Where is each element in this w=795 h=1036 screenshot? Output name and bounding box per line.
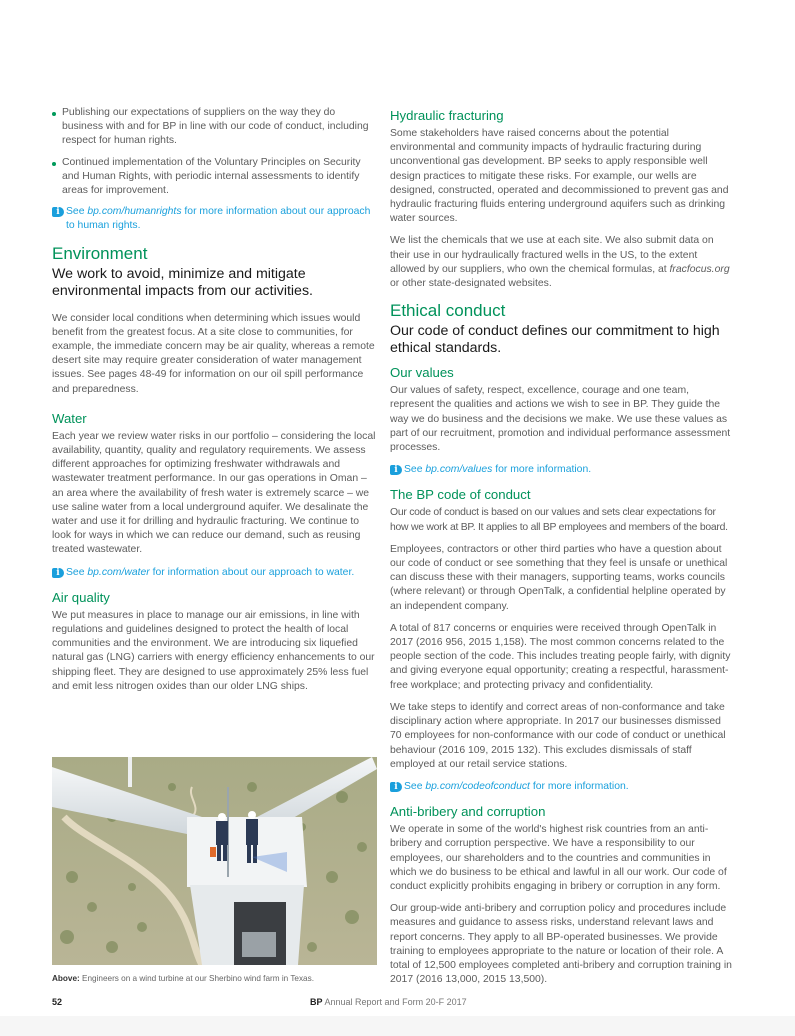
link-codeofconduct[interactable]: bp.com/codeofconduct <box>425 780 530 792</box>
footer-brand: BP <box>310 997 323 1007</box>
code-body-3: A total of 817 concerns or enquiries were received through OpenTalk in 2017 (2016 956, 2015 1,158). The most common concerns related to the people section of the code. This includes treating people fairly, with dignity and giving everyone equal opportunity; creating a respectful, harassment-free workplace; and protecting privacy and confidentiality. <box>390 622 731 691</box>
photo-caption <box>52 974 314 983</box>
ethical-lead: Our code of conduct defines our commitment to high ethical standards. <box>390 323 720 357</box>
environment-body: We consider local conditions when determining which issues would benefit from the greatest focus. At a site close to communities, for example, the immediate concern may be air quality, whereas a remote desert site may require greater consideration of water management issues. See pages 48-49 for information on our oil spill performance and preparedness. <box>52 312 375 395</box>
info-suffix: for more information. <box>492 464 592 476</box>
link-values[interactable]: bp.com/values <box>425 464 493 476</box>
caption-label: Above: <box>52 974 80 983</box>
info-suffix: for more information about our approach to human rights. <box>66 206 371 232</box>
antibribery-heading: Anti-bribery and corruption <box>390 804 546 820</box>
info-note-values <box>390 463 734 477</box>
code-body-4: We take steps to identify and correct areas of non-conformance and take disciplinary action where appropriate. In 2017 our businesses dismissed 70 employees for non-conformance with our code of conduct or unethical behaviour (2016 109, 2015 132). This excludes dismissals of staff employed at our retail service stations. <box>390 701 726 770</box>
page-number: 52 <box>52 997 63 1007</box>
info-prefix: See <box>66 206 88 218</box>
hydraulic-heading: Hydraulic fracturing <box>390 108 504 123</box>
caption-text: Engineers on a wind turbine at our Sherbino wind farm in Texas. <box>79 974 314 983</box>
bullet-text: Continued implementation of the Voluntary Principles on Security and Human Rights, with periodic internal assessments to identify areas for improvement. <box>62 156 361 197</box>
info-suffix: for information about our approach to water. <box>149 566 355 578</box>
info-icon: i <box>52 207 64 217</box>
info-suffix: for more information. <box>529 780 629 792</box>
info-note-humanrights <box>52 205 378 233</box>
values-heading: Our values <box>390 365 454 381</box>
link-water[interactable]: bp.com/water <box>87 566 150 578</box>
info-icon: i <box>390 782 402 792</box>
info-prefix: See <box>66 566 88 578</box>
environment-lead: We work to avoid, minimize and mitigate environmental impacts from our activities. <box>52 265 313 299</box>
link-fracfocus[interactable]: fracfocus.org <box>669 263 730 275</box>
page-bottom-band <box>0 1016 795 1036</box>
bullet-dot-icon <box>52 112 56 116</box>
code-body-1: Our code of conduct is based on our values and sets clear expectations for how we work at BP. It applies to all BP employees and members of the board. <box>390 507 728 533</box>
air-quality-heading: Air quality <box>52 589 110 605</box>
hydraulic-body-2 <box>390 234 734 291</box>
water-body: Each year we review water risks in our portfolio – considering the local availability, quantity, quality and regulatory requirements. We assess different approaches for optimizing freshwater withdrawals and wastewater treatment performance. In our gas operations in Oman – an area where the availability of fresh water is extremely scarce – we use saline water from a local underground aquifer. We desalinate the water and use it for drilling and hydraulic fracturing. We continue to look for ways in which we can reduce our demand, such as reusing treated wastewater. <box>52 430 376 556</box>
water-heading: Water <box>52 410 87 426</box>
bullet-text: Publishing our expectations of suppliers on the way they do business with and for BP in line with our code of conduct, including respect for human rights. <box>62 107 369 147</box>
human-rights-bullet-list <box>52 106 378 198</box>
bullet-dot-icon <box>52 162 56 166</box>
footer-report-title: Annual Report and Form 20-F 2017 <box>322 997 467 1007</box>
wind-turbine-photo <box>52 757 377 965</box>
right-column <box>390 108 734 995</box>
bullet-item <box>52 156 378 199</box>
info-prefix: See <box>404 780 426 792</box>
bullet-item <box>52 106 378 149</box>
antibribery-body-1: We operate in some of the world's highest risk countries from an anti-bribery and corruption perspective. We have a responsibility to our employees, our shareholders and to the countries and communities in which we do business to be ethical and lawful in all our work. Our code of conduct explicitly prohibits engaging in bribery or corruption in any form. <box>390 824 727 892</box>
antibribery-body-2: Our group-wide anti-bribery and corruption policy and procedures include measures and guidance to assess risks, understand relevant laws and report concerns. They apply to all BP-operated businesses. We provide training to employees appropriate to the nature or location of their role. A total of 12,500 employees completed anti-bribery and corruption training in 2017 (2016 13,000, 2015 13,500). <box>390 903 732 986</box>
left-column <box>52 106 378 702</box>
footer-title <box>310 997 467 1007</box>
air-quality-body: We put measures in place to manage our air emissions, in line with regulations and guidelines designed to protect the health of local communities and the environment. We are introducing six liquefied natural gas (LNG) carriers with energy efficiency enhancements to our shipping fleet. They are designed to use approximately 25% less fuel and emit less nitrogen oxides than our older LNG ships. <box>52 609 375 692</box>
hydraulic-body-2-text: We list the chemicals that we use at each site. We also submit data on their use in our hydraulically fractured wells in the US, to the extent allowed by our suppliers, who own the chemical formulas, at <box>390 235 714 275</box>
info-note-codeofconduct <box>390 780 734 794</box>
info-icon: i <box>390 465 402 475</box>
info-icon: i <box>52 568 64 578</box>
code-body-2: Employees, contractors or other third parties who have a question about our code of conduct or see something that they feel is unsafe or unethical can discuss these with their managers, supporting teams, works councils (where relevant) or through OpenTalk, a confidential helpline operated by an independent company. <box>390 543 728 612</box>
info-note-water <box>52 566 378 580</box>
link-humanrights[interactable]: bp.com/humanrights <box>87 206 182 218</box>
wind-turbine-illustration <box>52 757 377 965</box>
environment-heading: Environment <box>52 243 148 263</box>
code-heading: The BP code of conduct <box>390 487 531 503</box>
distant-turbine <box>128 757 132 787</box>
ethical-heading: Ethical conduct <box>390 301 506 321</box>
hydraulic-body-2-suffix: or other state-designated websites. <box>390 278 552 290</box>
values-body: Our values of safety, respect, excellence, courage and one team, represent the qualities and actions we wish to see in BP. They guide the way we do business and the decisions we make. We use these values as part of our recruitment, promotion and individual performance assessment processes. <box>390 385 731 454</box>
hydraulic-body-1: Some stakeholders have raised concerns about the potential environmental and community impacts of hydraulic fracturing during unconventional gas development. BP seeks to apply responsible well design practices to mitigate these risks. For example, our wells are designed, constructed, operated and decommissioned to prevent gas and hydraulic fracturing fluids entering underground aquifers such as drinking water sources. <box>390 128 729 225</box>
info-prefix: See <box>404 464 426 476</box>
